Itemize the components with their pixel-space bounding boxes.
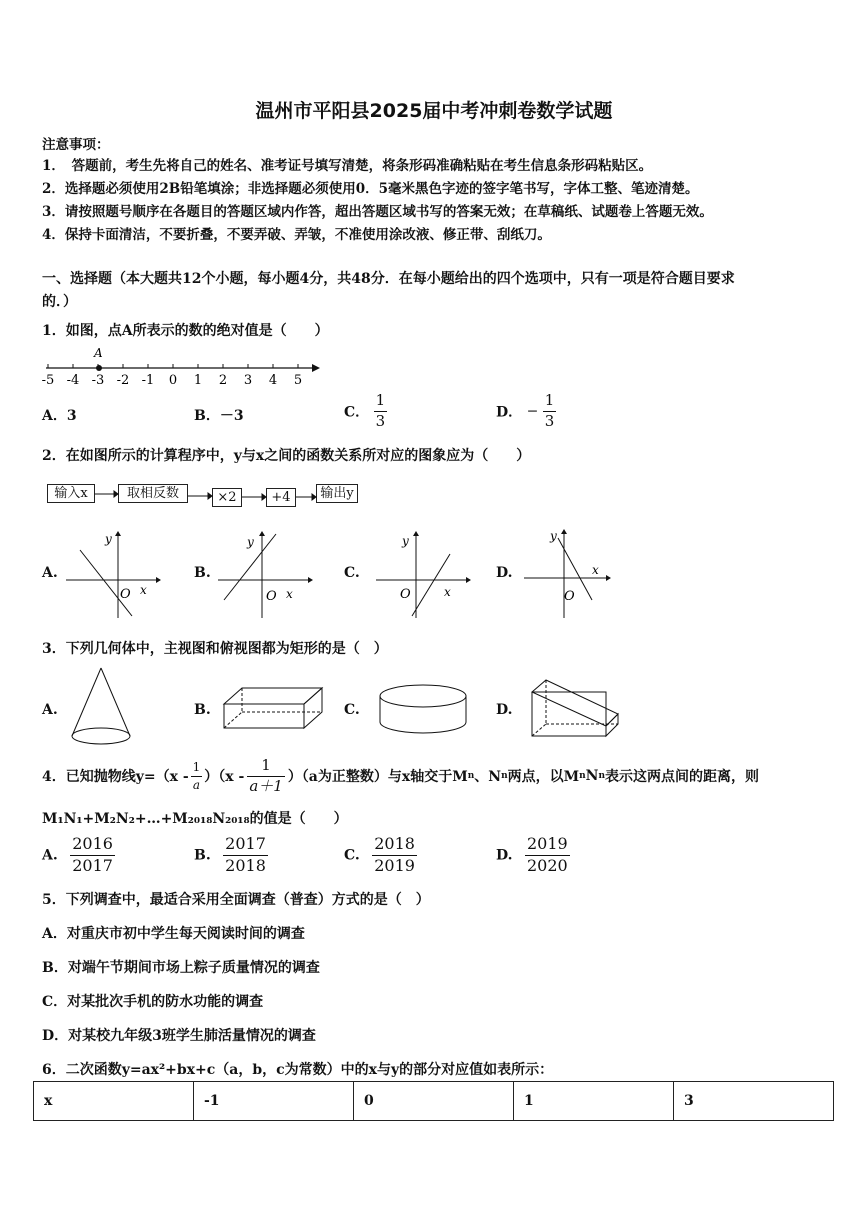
number-line-tick-label: -5 [41, 373, 55, 388]
q1-option-a: A．3 [42, 408, 77, 424]
q4-option-b: B. $\frac{2017}{2018}$ [194, 834, 266, 875]
svg-text:O: O [564, 589, 575, 604]
table-cell: 3 [674, 1082, 834, 1121]
q4-option-c: C. $\frac{2018}{2019}$ [344, 834, 415, 875]
svg-text:y: y [247, 535, 254, 549]
svg-text:y: y [105, 532, 112, 546]
svg-text:y: y [402, 534, 409, 548]
svg-text:x: x [140, 583, 147, 597]
q4-option-d: D. $\frac{2019}{2020}$ [496, 834, 568, 875]
section-heading: 一、选择题（本大题共12个小题，每小题4分，共48分．在每小题给出的四个选项中，只有一项是符合题目要求 [42, 271, 735, 287]
number-line-tick-label: -3 [91, 373, 105, 388]
q3-cone [66, 664, 136, 748]
number-line-tick-label: 1 [193, 373, 203, 388]
q5-option-b: B．对端午节期间市场上粽子质量情况的调查 [42, 960, 320, 976]
q5-stem: 5．下列调查中，最适合采用全面调查（普查）方式的是（ ） [42, 892, 430, 908]
notice-heading: 注意事项： [42, 137, 110, 153]
number-line-tick-label: 3 [243, 373, 253, 388]
number-line-tick-label: -1 [141, 373, 155, 388]
number-line-tick-label: 5 [293, 373, 303, 388]
q6-stem: 6．二次函数y=ax²+bx+c（a，b，c为常数）中的x与y的部分对应值如表所示： [42, 1062, 554, 1078]
flow-box-plus4: +4 [266, 488, 296, 507]
svg-text:y: y [550, 529, 557, 543]
q1-option-b: B．－3 [194, 408, 244, 424]
q4-stem-line2: M₁N₁+M₂N₂+…+M₂₀₁₈N₂₀₁₈的值是（ ） [42, 811, 348, 827]
q2-graph-d [520, 526, 620, 620]
q2-stem: 2．在如图所示的计算程序中，y与x之间的函数关系所对应的图象应为（ ） [42, 448, 531, 464]
table-cell: x [34, 1082, 194, 1121]
number-line-tick-label: 0 [168, 373, 178, 388]
q6-value-table [33, 1081, 834, 1121]
q1-stem: 1．如图，点A所表示的数的绝对值是（ ） [42, 323, 329, 339]
flow-box-input: 输入x [47, 484, 95, 503]
number-line-tick-label: 4 [268, 373, 278, 388]
q4-option-a: A. $\frac{2016}{2017}$ [42, 834, 113, 875]
q1-option-c: C． $\frac{1}{3}$ [344, 391, 386, 430]
number-line-tick-label: -2 [116, 373, 130, 388]
table-cell: 1 [514, 1082, 674, 1121]
q5-option-c: C．对某批次手机的防水功能的调查 [42, 994, 264, 1010]
q5-option-d: D．对某校九年级3班学生肺活量情况的调查 [42, 1028, 316, 1044]
q3-cylinder [376, 680, 470, 740]
notice-item: 3．请按照题号顺序在各题目的答题区域内作答，超出答题区域书写的答案无效；在草稿纸、试题卷上答题无效。 [42, 204, 713, 220]
page-title: 温州市平阳县2025届中考冲刺卷数学试题 [255, 100, 613, 122]
svg-text:O: O [266, 589, 277, 604]
svg-text:O: O [400, 587, 411, 602]
number-line-tick-label: 2 [218, 373, 228, 388]
q3-option-a-label: A. [42, 702, 58, 718]
flow-box-output: 输出y [316, 484, 358, 503]
q3-option-c-label: C. [344, 702, 360, 718]
section-heading-cont: 的．） [42, 294, 77, 310]
q2-option-d-label: D. [496, 565, 513, 581]
q2-graph-b [214, 530, 314, 620]
q1-option-d: D． − $\frac{1}{3}$ [496, 391, 555, 430]
q5-option-a: A．对重庆市初中学生每天阅读时间的调查 [42, 926, 305, 942]
q3-prism [526, 676, 626, 740]
q2-option-a-label: A. [42, 565, 58, 581]
notice-item: 2．选择题必须使用2B铅笔填涂；非选择题必须使用0．5毫米黑色字迹的签字笔书写，字体工整、笔迹清楚。 [42, 181, 699, 197]
q3-option-b-label: B. [194, 702, 211, 718]
q2-option-b-label: B. [194, 565, 211, 581]
notice-item: 4．保持卡面清洁，不要折叠，不要弄破、弄皱，不准使用涂改液、修正带、刮纸刀。 [42, 227, 551, 243]
flow-box-times2: ×2 [212, 488, 242, 507]
table-cell: -1 [194, 1082, 354, 1121]
table-cell: 0 [354, 1082, 514, 1121]
q2-graph-a [62, 530, 162, 620]
flow-arrows [0, 0, 868, 520]
q3-stem: 3．下列几何体中，主视图和俯视图都为矩形的是（ ） [42, 641, 388, 657]
svg-text:O: O [120, 587, 131, 602]
number-line-tick-label: -4 [66, 373, 80, 388]
q4-stem: 4．已知抛物线y=（x - $\frac{1}{a}$ ）（x - $\frac{1}{a+1}$ ）（a为正整数）与x轴交于M n 、N n 两点，以M n N n 表示这两点间的距离，则 [42, 756, 760, 795]
svg-text:x: x [286, 587, 293, 601]
notice-item: 1． 答题前，考生先将自己的姓名、准考证号填写清楚，将条形码准确粘贴在考生信息条形码粘贴区。 [42, 158, 653, 174]
flow-box-negate: 取相反数 [118, 484, 188, 503]
svg-text:x: x [592, 563, 599, 577]
q3-option-d-label: D. [496, 702, 513, 718]
q2-graph-c [372, 530, 472, 620]
q2-option-c-label: C. [344, 565, 360, 581]
point-a-label: A [94, 346, 103, 360]
svg-text:x: x [444, 585, 451, 599]
q3-cuboid [218, 684, 328, 732]
table-row [34, 1082, 834, 1121]
